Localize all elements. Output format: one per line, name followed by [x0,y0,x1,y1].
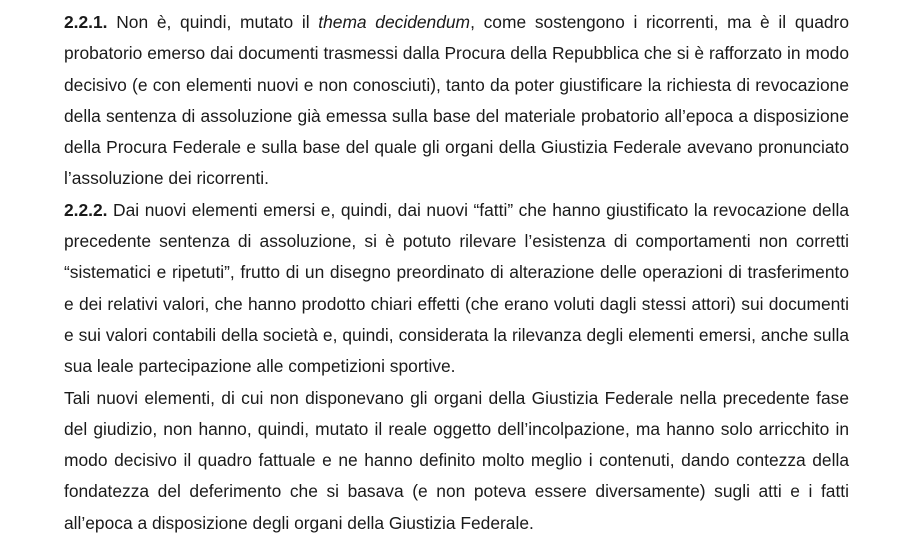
paragraph-2-2-2 [64,195,849,383]
paragraph-number: 2.2.2. [64,199,108,220]
italic-term: thema decidendum [318,12,471,32]
document-page [64,7,849,539]
paragraph-text: Non è, quindi, mutato il [107,12,319,32]
paragraph-text: Dai nuovi elementi emersi e, quindi, dai nuovi “fatti” che hanno giustificato la revocazione della precedente sentenza di assoluzione, si è potuto rilevare l’esistenza di comportamenti non corretti “sistematici e ripetuti”, frutto di un disegno preordinato di alterazione delle operazioni di trasferimento e dei relativi valori, che hanno prodotto chiari effetti (che erano voluti dagli stessi attori) sui documenti e sui valori contabili della società e, quindi, considerata la rilevanza degli elementi emersi, anche sulla sua leale partecipazione alle competizioni sportive. [64,199,849,377]
paragraph-number: 2.2.1. [64,12,108,32]
paragraph-2-2-1 [64,7,849,195]
paragraph-text: , come sostengono i ricorrenti, ma è il quadro probatorio emerso dai documenti trasmessi dalla Procura della Repubblica che si è rafforzato in modo decisivo (e con elementi nuovi e non conosciuti), tanto da poter giustificare la richiesta di revocazione della sentenza di assoluzione già emessa sulla base del materiale probatorio all’epoca a disposizione della Procura Federale e sulla base del quale gli organi della Giustizia Federale avevano pronunciato l’assoluzione dei ricorrenti. [64,12,849,189]
paragraph-continuation [64,383,849,539]
paragraph-text: Tali nuovi elementi, di cui non disponevano gli organi della Giustizia Federale nella precedente fase del giudizio, non hanno, quindi, mutato il reale oggetto dell’incolpazione, ma hanno solo arricchito in modo decisivo il quadro fattuale e ne hanno definito molto meglio i contenuti, dando contezza della fondatezza del deferimento che si basava (e non poteva essere diversamente) sugli atti e i fatti all’epoca a disposizione degli organi della Giustizia Federale. [64,387,849,533]
